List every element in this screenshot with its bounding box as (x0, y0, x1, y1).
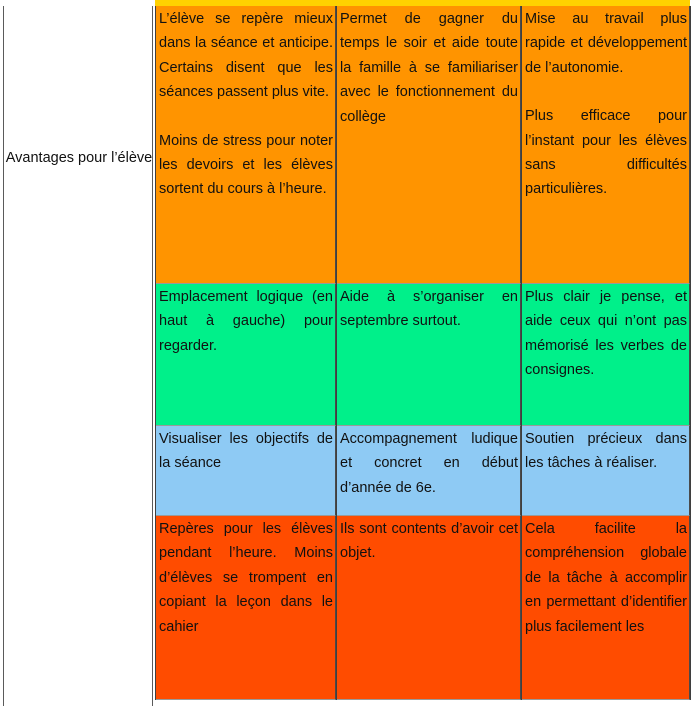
cell-text: Mise au travail plus rapide et développement de l’autonomie. (525, 11, 687, 76)
cell-text: L’élève se repère mieux dans la séance et anticipe. Certains disent que les séances passent plus vite. (159, 11, 333, 101)
table-cell (155, 284, 336, 426)
column-divider (336, 6, 337, 700)
cell-text: Plus clair je pense, et aide ceux qui n’ont pas mémorisé les verbes de consignes. (525, 289, 687, 379)
row-header-cell (3, 6, 153, 706)
cell-text: Cela facilite la compréhension globale de la tâche à accomplir en permettant d’identifier plus facilement les (525, 521, 687, 635)
cell-text: Accompagnement ludique et concret en début d’année de 6e. (340, 431, 518, 496)
table-cell (155, 516, 336, 700)
table-cell (521, 426, 690, 516)
table-cell (336, 284, 521, 426)
column-divider (155, 6, 156, 700)
column-divider (521, 6, 522, 700)
table-cell (155, 6, 336, 284)
cell-text: Plus efficace pour l’instant pour les élèves sans difficultés particulières. (525, 108, 687, 198)
table-cell (521, 516, 690, 700)
column-divider (690, 6, 691, 700)
cell-text: Permet de gagner du temps le soir et aide toute la famille à se familiariser avec le fonctionnement du collège (340, 11, 518, 125)
cell-text: Ils sont contents d’avoir cet objet. (340, 521, 518, 562)
table-cell (521, 284, 690, 426)
cell-text: Soutien précieux dans les tâches à réaliser. (525, 431, 687, 472)
cell-text: Aide à s’organiser en septembre surtout. (340, 289, 518, 330)
cell-text: Visualiser les objectifs de la séance (159, 431, 333, 472)
table-cell (155, 426, 336, 516)
cell-text: Repères pour les élèves pendant l’heure. Moins d’élèves se trompent en copiant la leçon dans le cahier (159, 521, 333, 635)
row-header-label: Avantages pour l’élève (5, 150, 153, 166)
table-cell (336, 516, 521, 700)
table-cell (521, 6, 690, 284)
table-cell (336, 6, 521, 284)
cell-text: Emplacement logique (en haut à gauche) pour regarder. (159, 289, 333, 354)
table-cell (336, 426, 521, 516)
cell-text: Moins de stress pour noter les devoirs et les élèves sortent du cours à l’heure. (159, 132, 333, 198)
